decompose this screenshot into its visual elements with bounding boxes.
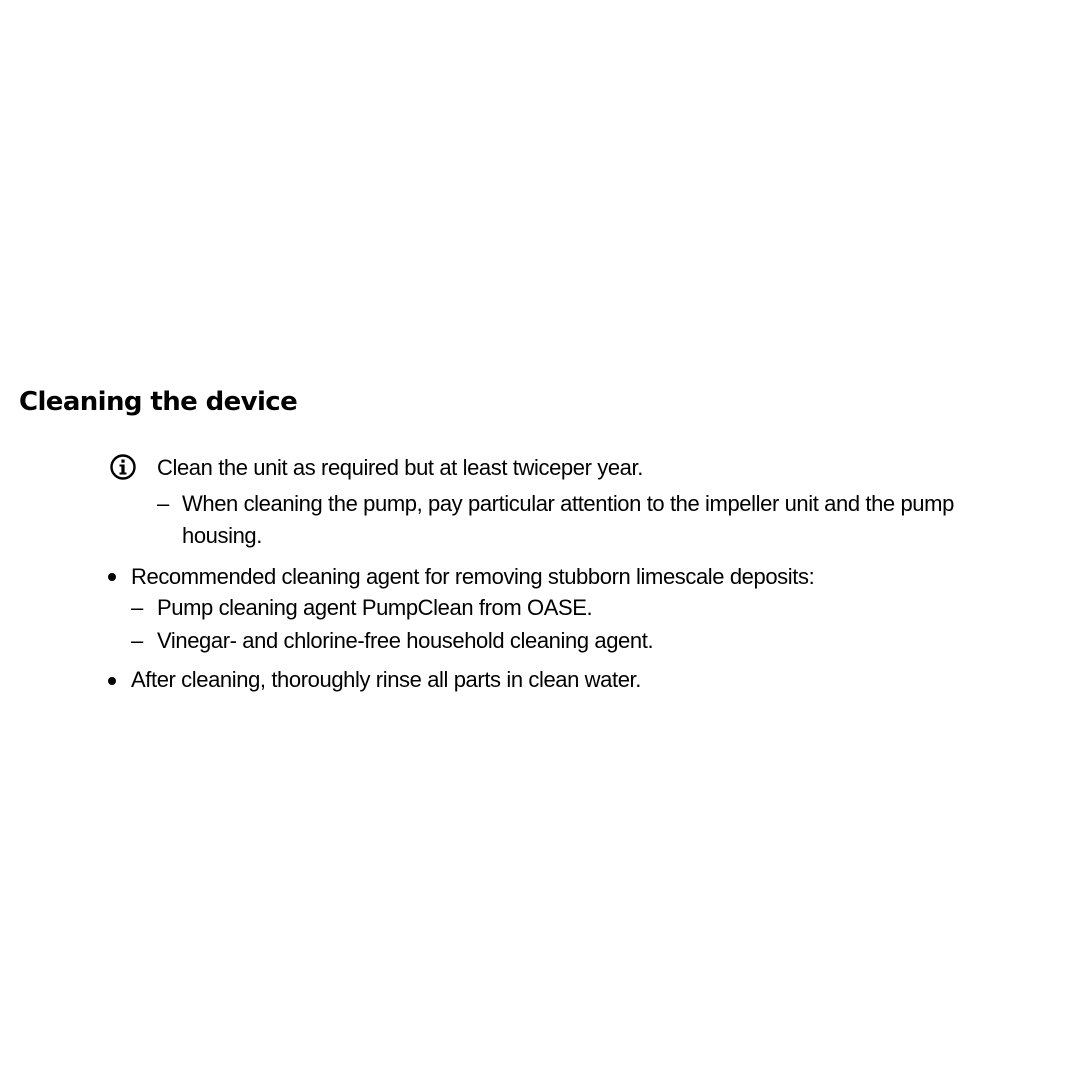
sub-item-dash: – — [157, 491, 170, 516]
info-circle-icon — [109, 453, 137, 481]
sub-item-text-line2: housing. — [182, 523, 262, 548]
sub-item-dash: – — [131, 628, 144, 653]
sub-item-text-line1: When cleaning the pump, pay particular attention to the impeller unit and the pump — [182, 491, 954, 516]
sub-item-text: Vinegar- and chlorine-free household cleaning agent. — [157, 628, 654, 653]
sub-item-dash: – — [131, 595, 144, 620]
sub-item-text: Pump cleaning agent PumpClean from OASE. — [157, 595, 593, 620]
section-heading: Cleaning the device — [19, 387, 298, 417]
info-note-text: Clean the unit as required but at least twiceper year. — [157, 455, 643, 480]
bullet-dot-icon — [108, 677, 116, 685]
bullet-text: Recommended cleaning agent for removing stubborn limescale deposits: — [131, 564, 815, 589]
bullet-dot-icon — [108, 573, 116, 581]
bullet-text: After cleaning, thoroughly rinse all parts in clean water. — [131, 667, 641, 692]
